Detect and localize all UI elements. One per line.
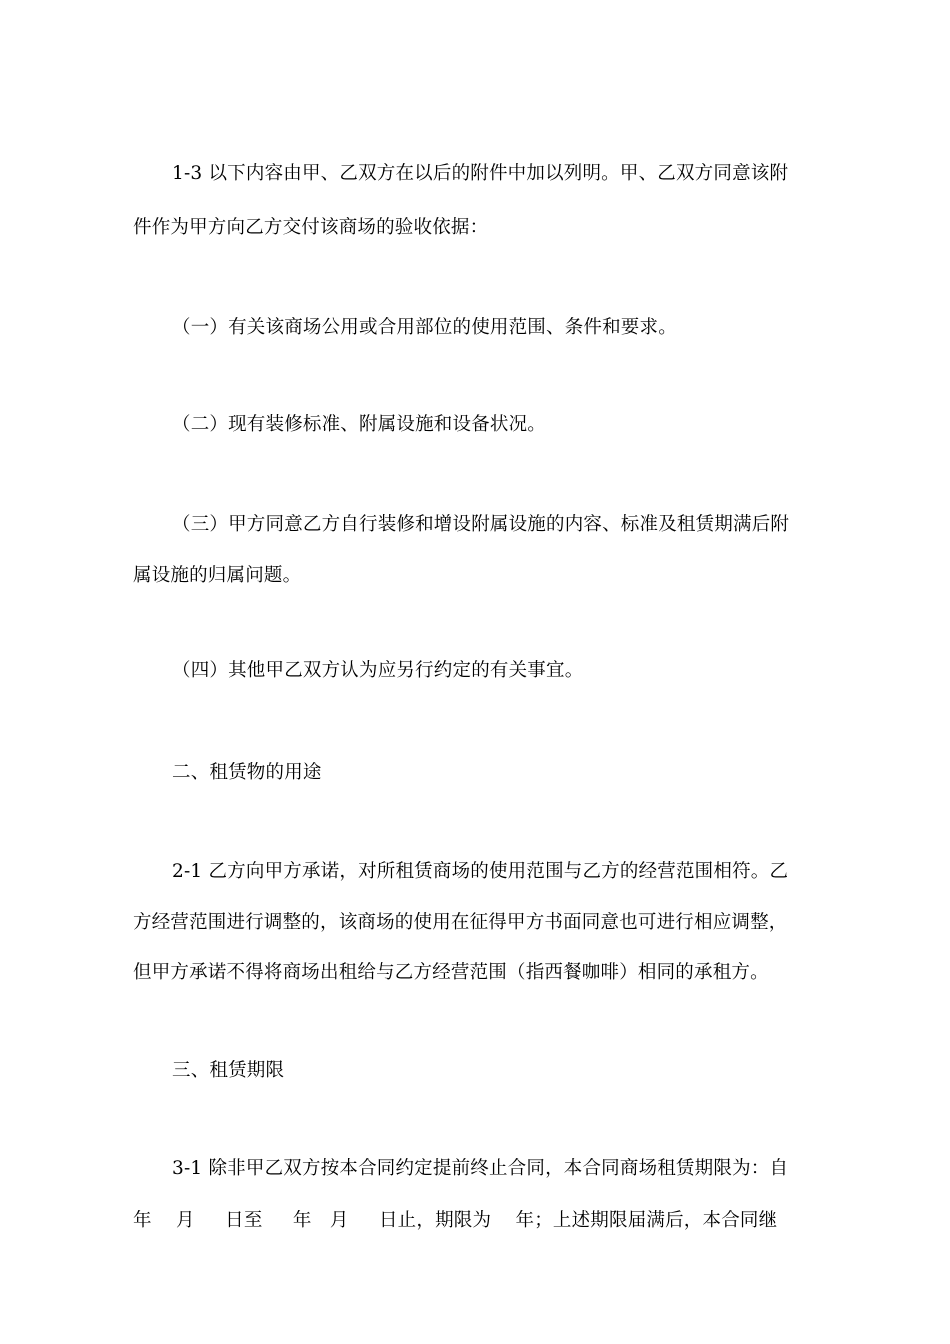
item-3-line-2: 属设施的归属问题。 <box>133 565 302 586</box>
paragraph-2-1-line-3: 但甲方承诺不得将商场出租给与乙方经营范围（指西餐咖啡）相同的承租方。 <box>133 962 769 983</box>
item-1: （一）有关该商场公用或合用部位的使用范围、条件和要求。 <box>172 317 677 338</box>
section-3-heading: 三、租赁期限 <box>172 1060 285 1081</box>
section-2-heading: 二、租赁物的用途 <box>172 762 322 783</box>
paragraph-3-1-line-2: 年 月 日至 年 月 日止，期限为 年；上述期限届满后，本合同继 <box>133 1210 778 1231</box>
paragraph-1-3-line-1: 1-3 以下内容由甲、乙双方在以后的附件中加以列明。甲、乙双方同意该附 <box>172 163 789 184</box>
paragraph-1-3-line-2: 件作为甲方向乙方交付该商场的验收依据： <box>133 217 489 238</box>
item-2: （二）现有装修标准、附属设施和设备状况。 <box>172 414 547 435</box>
paragraph-2-1-line-2: 方经营范围进行调整的，该商场的使用在征得甲方书面同意也可进行相应调整， <box>133 912 788 933</box>
paragraph-2-1-line-1: 2-1 乙方向甲方承诺，对所租赁商场的使用范围与乙方的经营范围相符。乙 <box>172 861 789 882</box>
item-4: （四）其他甲乙双方认为应另行约定的有关事宜。 <box>172 660 584 681</box>
item-3-line-1: （三）甲方同意乙方自行装修和增设附属设施的内容、标准及租赁期满后附 <box>172 514 790 535</box>
paragraph-3-1-line-1: 3-1 除非甲乙双方按本合同约定提前终止合同，本合同商场租赁期限为：自 <box>172 1158 789 1179</box>
